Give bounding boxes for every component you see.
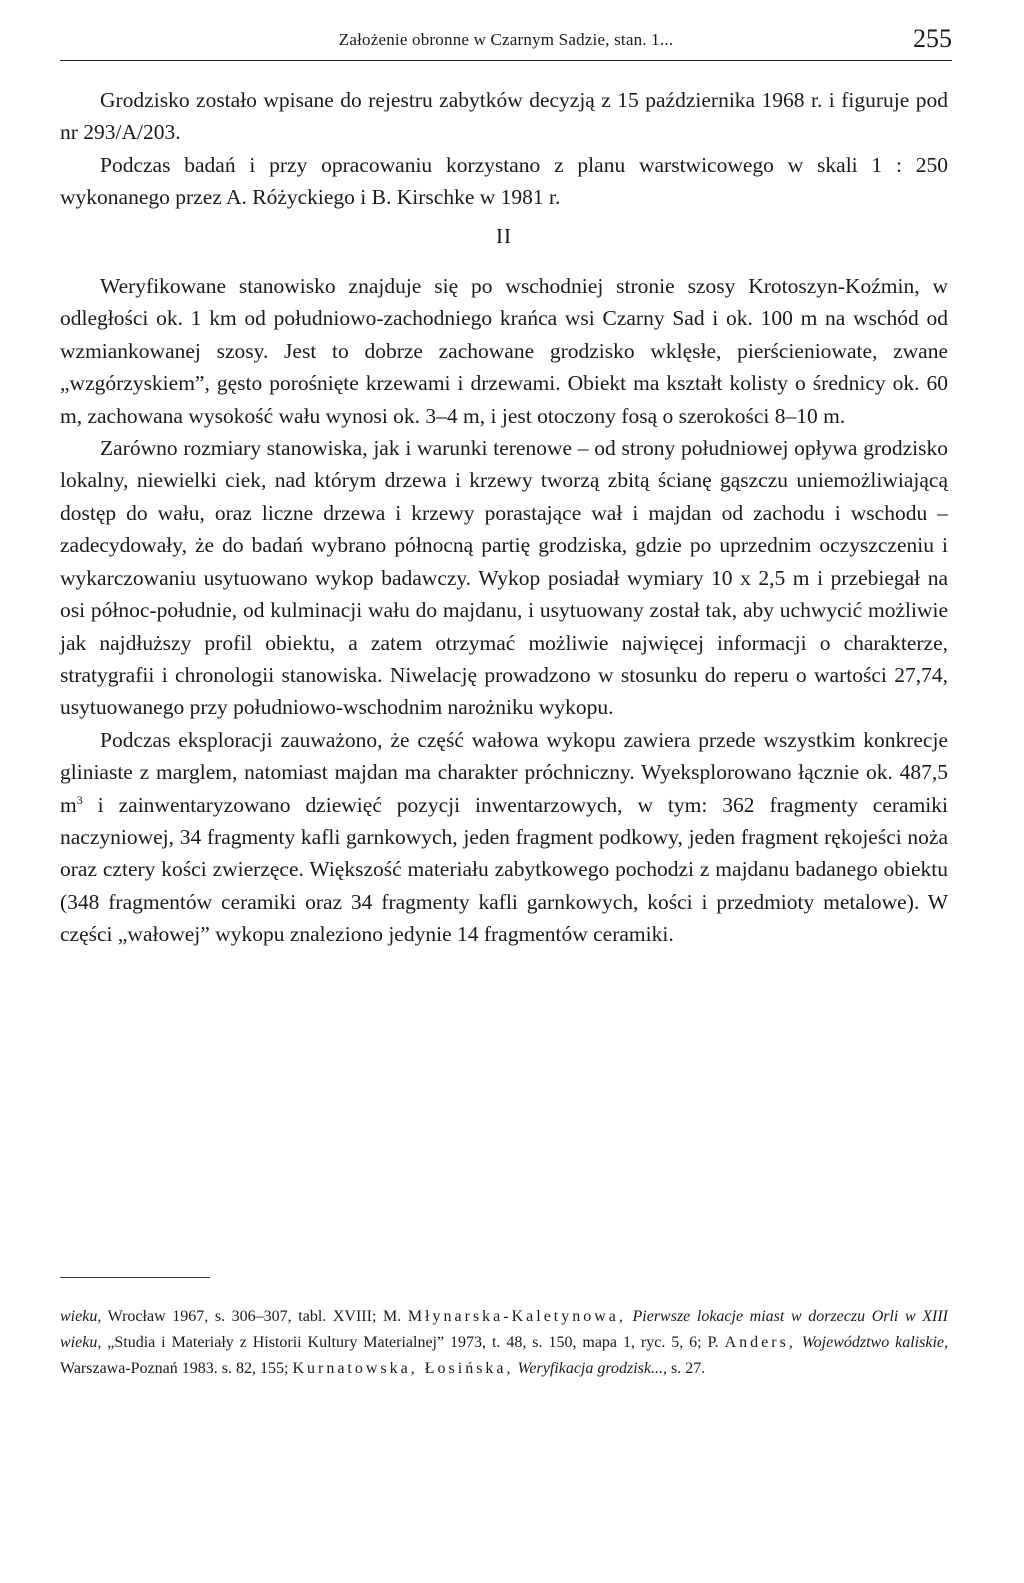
text-run: Podczas eksploracji zauważono, że część wałowa wykopu zawiera przede wszystkim konkrecje gliniaste z marglem, natomiast majdan ma charakter próchniczny. Wyeksplorowano łącznie ok. 487,5 m [60,727,948,817]
footnote-author: Anders, [724,1334,796,1351]
footnote [60,1304,948,1382]
header-rule [60,60,952,61]
superscript: 3 [76,792,83,807]
main-text [60,84,948,951]
footnote-author: Młynarska-Kaletynowa, [407,1308,626,1325]
footnote-rule [60,1277,210,1278]
footnote-text: Warszawa-Poznań 1983. s. 82, 155; [60,1360,293,1377]
paragraph [60,724,948,951]
running-header [60,24,952,64]
footnote-author: Kurnatowska, Łosińska, [292,1360,514,1377]
running-title: Założenie obronne w Czarnym Sadzie, stan. 1... [338,30,674,49]
footnote-italic: Weryfikacja grodzisk..., [517,1360,667,1377]
footnote-text: Wrocław 1967, s. 306–307, tabl. XVIII; M. [101,1308,408,1325]
footnote-text: s. 27. [667,1360,706,1377]
footnote-italic: Województwo kaliskie, [801,1334,949,1351]
paragraph: Podczas badań i przy opracowaniu korzystano z planu warstwicowego w skali 1 : 250 wykonanego przez A. Różyckiego i B. Kirschke w 1981 r. [60,152,948,210]
paragraph: Weryfikowane stanowisko znajduje się po wschodniej stronie szosy Krotoszyn-Koźmin, w odległości ok. 1 km od południowo-zachodniego krańca wsi Czarny Sad i ok. 100 m na wschód od wzmiankowanej szosy. Jest to dobrze zachowane grodzisko wklęsłe, pierścieniowate, zwane „wzgórzyskiem”, gęsto porośnięte krzewami i drzewami. Obiekt ma kształt kolisty o średnicy ok. 60 m, zachowana wysokość wału wynosi ok. 3–4 m, i jest otoczony fosą o szerokości 8–10 m. [60,274,948,428]
section-heading: II [496,223,512,248]
page-number: 255 [913,24,952,53]
footnote-italic: wieku, [60,1308,102,1325]
footnote-italic: Pierwsze lokacje miast w dorzeczu Orli w XIII wieku, [60,1308,949,1351]
paragraph: Grodzisko zostało wpisane do rejestru zabytków decyzją z 15 października 1968 r. i figuruje pod nr 293/A/203. [60,88,948,145]
text-run: i zainwentaryzowano dziewięć pozycji inwentarzowych, w tym: 362 fragmenty ceramiki naczyniowej, 34 fragmenty kafli garnkowych, jeden fragment podkowy, jeden fragment rękojeści noża oraz cztery kości zwierzęce. Większość materiału zabytkowego pochodzi z majdanu badanego obiektu (348 fragmentów ceramiki oraz 34 fragmenty kafli garnkowych, kości i przedmioty metalowe). W części „wałowej” wykopu znaleziono jedynie 14 fragmentów ceramiki. [60,792,948,947]
footnote-text: „Studia i Materiały z Historii Kultury Materialnej” 1973, t. 48, s. 150, mapa 1, ryc. 5, 6; P. [101,1334,725,1351]
paragraph: Zarówno rozmiary stanowiska, jak i warunki terenowe – od strony południowej opływa grodzisko lokalny, niewielki ciek, nad którym drzewa i krzewy tworzą zbitą ścianę gąszczu uniemożliwiającą dostęp do wału, oraz liczne drzewa i krzewy porastające wał i majdan od zachodu i wschodu – zadecydowały, że do badań wybrano północną partię grodziska, gdzie po uprzednim oczyszczeniu i wykarczowaniu usytuowano wykop badawczy. Wykop posiadał wymiary 10 x 2,5 m i przebiegał na osi północ-południe, od kulminacji wału do majdanu, i usytuowany został tak, aby uchwycić możliwie jak najdłuższy profil obiektu, a zatem otrzymać możliwie najwięcej informacji o charakterze, stratygrafii i chronologii stanowiska. Niwelację prowadzono w stosunku do reperu o wartości 27,74, usytuowanego przy południowo-wschodnim narożniku wykopu. [60,436,948,720]
